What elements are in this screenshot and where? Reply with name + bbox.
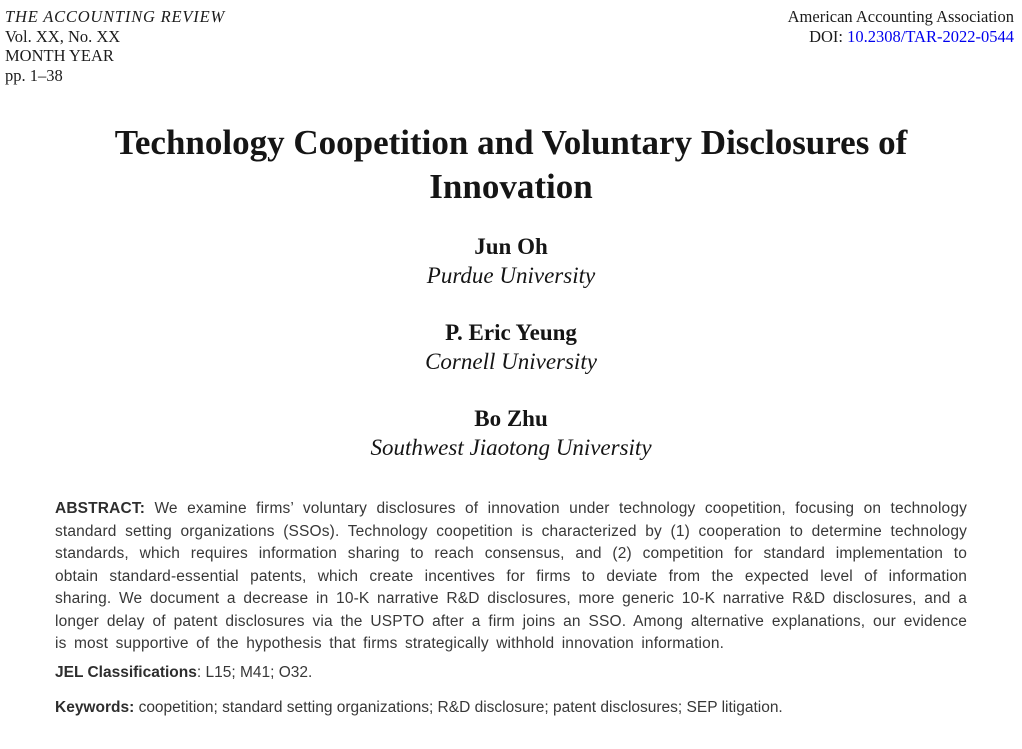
journal-pages: pp. 1–38 — [5, 65, 63, 85]
author-block — [0, 404, 1022, 462]
abstract-text: We examine firms’ voluntary disclosures of innovation under technology coopetition, focusing on technology standard setting organizations (SSOs). Technology coopetition is characterized by (1) cooperation to determine technology standards, which requires information sharing to reach consensus, and (2) competition for standard implementation to obtain standard-essential patents, which create incentives for firms to deviate from the expected level of information sharing. We document a decrease in 10-K narrative R&D disclosures, more generic 10-K narrative R&D disclosures, and a longer delay of patent disclosures via the USPTO after a firm joins an SSO. Among alternative explanations, our evidence is most supportive of the hypothesis that firms strategically withhold innovation information. — [55, 500, 967, 652]
journal-name: THE ACCOUNTING REVIEW — [5, 7, 225, 26]
author-name: P. Eric Yeung — [445, 320, 577, 345]
journal-info-block — [5, 7, 225, 85]
abstract-paragraph — [55, 498, 967, 656]
abstract-section — [55, 498, 967, 720]
author-affiliation: Cornell University — [425, 349, 597, 374]
page-header — [0, 0, 1022, 85]
authors-section — [0, 232, 1022, 462]
author-affiliation: Purdue University — [426, 263, 596, 288]
jel-label: JEL Classifications — [55, 663, 197, 681]
keywords-value: coopetition; standard setting organizations; R&D disclosure; patent disclosures; SEP litigation. — [138, 699, 783, 716]
abstract-label: ABSTRACT: — [55, 500, 146, 517]
journal-date: MONTH YEAR — [5, 46, 114, 65]
paper-title: Technology Coopetition and Voluntary Disclosures of Innovation — [114, 123, 908, 206]
doi-link[interactable]: 10.2308/TAR-2022-0544 — [847, 26, 1014, 46]
keywords-line — [55, 697, 967, 720]
author-block — [0, 318, 1022, 376]
doi-label: DOI: — [809, 26, 843, 46]
association-name: American Accounting Association — [787, 7, 1014, 26]
author-affiliation: Southwest Jiaotong University — [370, 435, 652, 460]
journal-volume: Vol. XX, No. XX — [5, 26, 121, 46]
keywords-label: Keywords: — [55, 699, 135, 716]
author-block — [0, 232, 1022, 290]
jel-line — [55, 662, 967, 685]
author-name: Bo Zhu — [474, 406, 548, 431]
author-name: Jun Oh — [474, 234, 548, 259]
doi-line — [788, 27, 1014, 47]
association-block — [788, 7, 1014, 46]
jel-value: : L15; M41; O32. — [196, 663, 313, 681]
